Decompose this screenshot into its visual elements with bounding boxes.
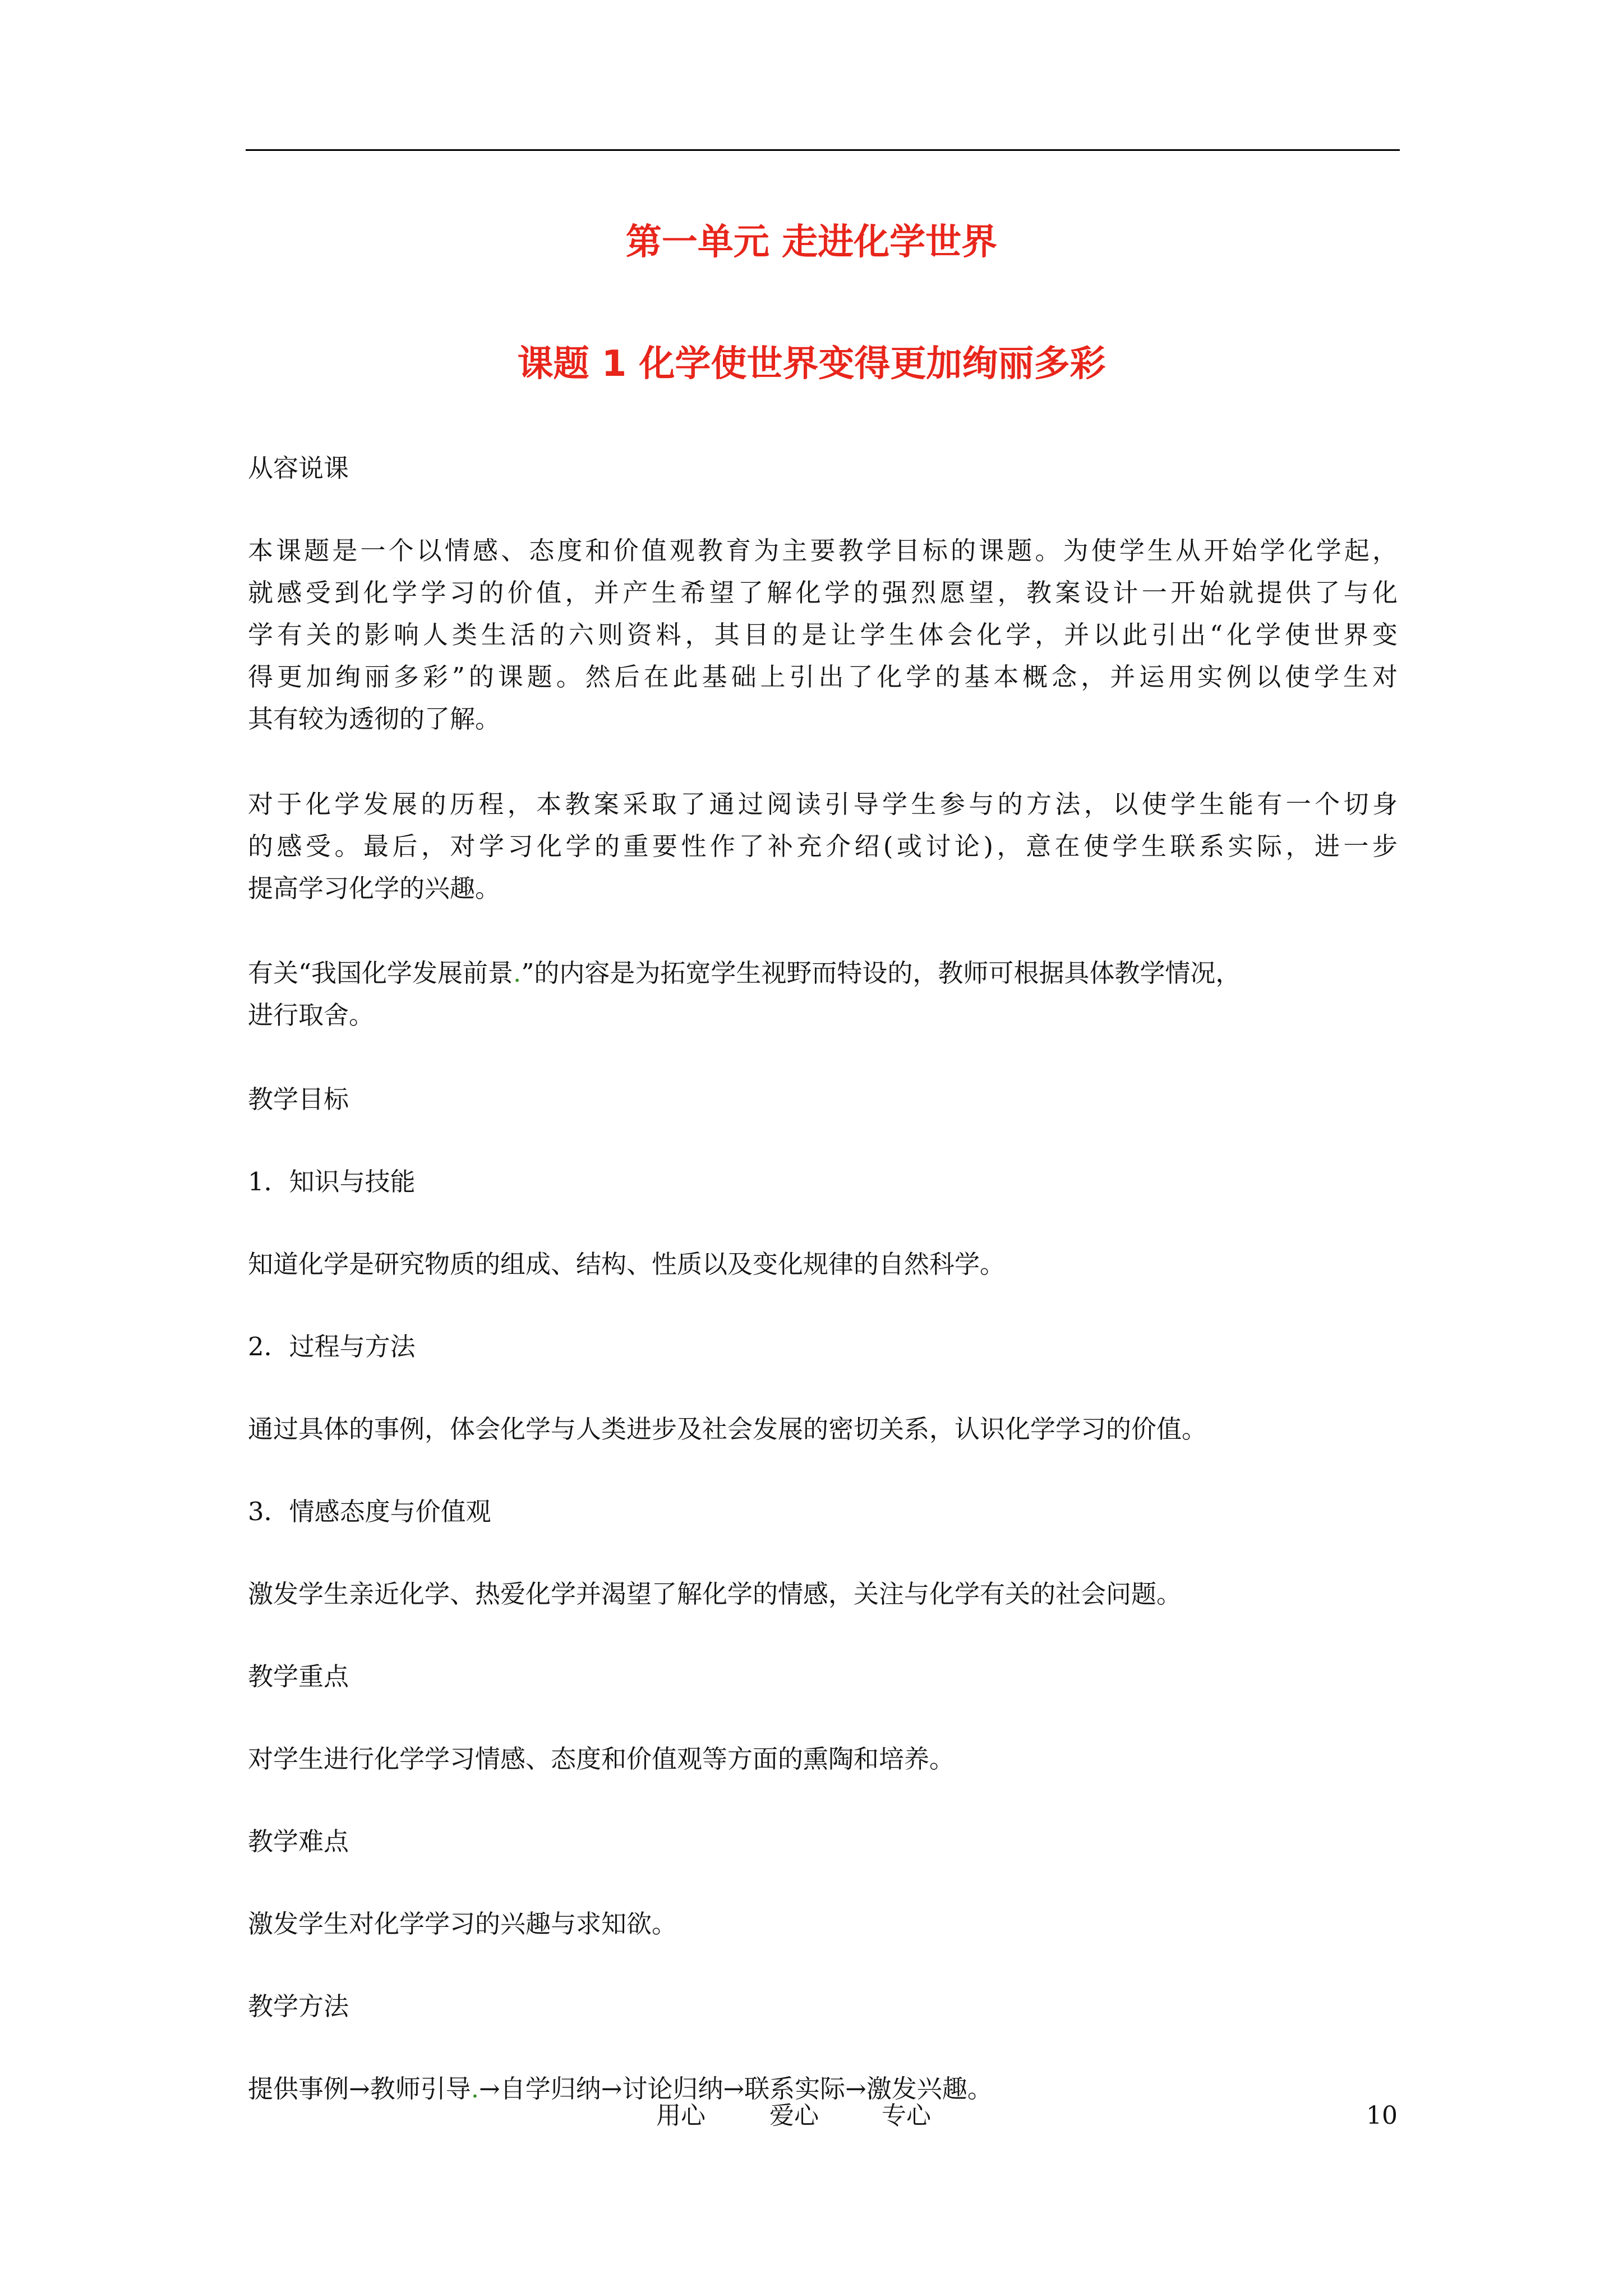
- paragraph-line: 对于化学发展的历程，本教案采取了通过阅读引导学生参与的方法，以使学生能有一个切身: [248, 789, 1398, 819]
- intro-heading: 从容说课: [248, 453, 349, 483]
- goal-2-text: 通过具体的事例，体会化学与人类进步及社会发展的密切关系，认识化学学习的价值。: [248, 1414, 1207, 1444]
- emphasis-dot: .: [513, 958, 522, 988]
- emphasis-dot: .: [471, 2074, 479, 2104]
- footer-motto-3: 专心: [882, 2101, 931, 2130]
- paragraph-line: 的感受。最后，对学习化学的重要性作了补充介绍(或讨论)，意在使学生联系实际，进一步: [248, 831, 1398, 861]
- paragraph-line: 就感受到化学学习的价值，并产生希望了解化学的强烈愿望，教案设计一开始就提供了与化: [248, 578, 1398, 608]
- header-rule: [246, 149, 1400, 151]
- paragraph-line: 提高学习化学的兴趣。: [248, 873, 501, 903]
- method-text: [248, 2068, 1398, 2110]
- text-segment: 提供事例→教师引导: [248, 2074, 471, 2104]
- text-segment: ”的内容是为拓宽学生视野而特设的，教师可根据具体教学情况，: [521, 958, 1241, 988]
- method-heading: 教学方法: [248, 1991, 349, 2021]
- goals-heading: 教学目标: [248, 1084, 349, 1114]
- key-point-heading: 教学重点: [248, 1662, 349, 1691]
- paragraph-line: 得更加绚丽多彩”的课题。然后在此基础上引出了化学的基本概念，并运用实例以使学生对: [248, 662, 1398, 692]
- footer-motto-1: 用心: [656, 2101, 706, 2130]
- text-segment: 有关“我国化学发展前景: [248, 958, 514, 988]
- intro-paragraph-1: [248, 530, 1398, 740]
- difficulty-text: 激发学生对化学学习的兴趣与求知欲。: [248, 1909, 677, 1939]
- key-point-text: 对学生进行化学学习情感、态度和价值观等方面的熏陶和培养。: [248, 1744, 955, 1774]
- intro-paragraph-2: [248, 783, 1398, 909]
- goal-3-heading: 3．情感态度与价值观: [248, 1497, 491, 1526]
- paragraph-line: 本课题是一个以情感、态度和价值观教育为主要教学目标的课题。为使学生从开始学化学起，: [248, 536, 1398, 565]
- difficulty-heading: 教学难点: [248, 1826, 349, 1856]
- goal-1-heading: 1．知识与技能: [248, 1167, 416, 1197]
- lesson-title: 课题 1 化学使世界变得更加绚丽多彩: [517, 343, 1106, 385]
- text-segment: →自学归纳→讨论归纳→联系实际→激发兴趣。: [479, 2074, 993, 2104]
- goal-2-heading: 2．过程与方法: [248, 1332, 416, 1361]
- goal-3-text: 激发学生亲近化学、热爱化学并渴望了解化学的情感，关注与化学有关的社会问题。: [248, 1579, 1182, 1609]
- paragraph-line: 进行取舍。: [248, 1000, 375, 1030]
- paragraph-line: 其有较为透彻的了解。: [248, 704, 501, 734]
- goal-1-text: 知道化学是研究物质的组成、结构、性质以及变化规律的自然科学。: [248, 1249, 1006, 1279]
- paragraph-line: 学有关的影响人类生活的六则资料，其目的是让学生体会化学，并以此引出“化学使世界变: [248, 620, 1398, 650]
- unit-title: 第一单元 走进化学世界: [625, 222, 998, 263]
- footer-motto-2: 爱心: [769, 2101, 819, 2130]
- intro-paragraph-3: [248, 952, 1398, 1036]
- paragraph-line: [248, 952, 1398, 994]
- page-number: 10: [1366, 2101, 1398, 2130]
